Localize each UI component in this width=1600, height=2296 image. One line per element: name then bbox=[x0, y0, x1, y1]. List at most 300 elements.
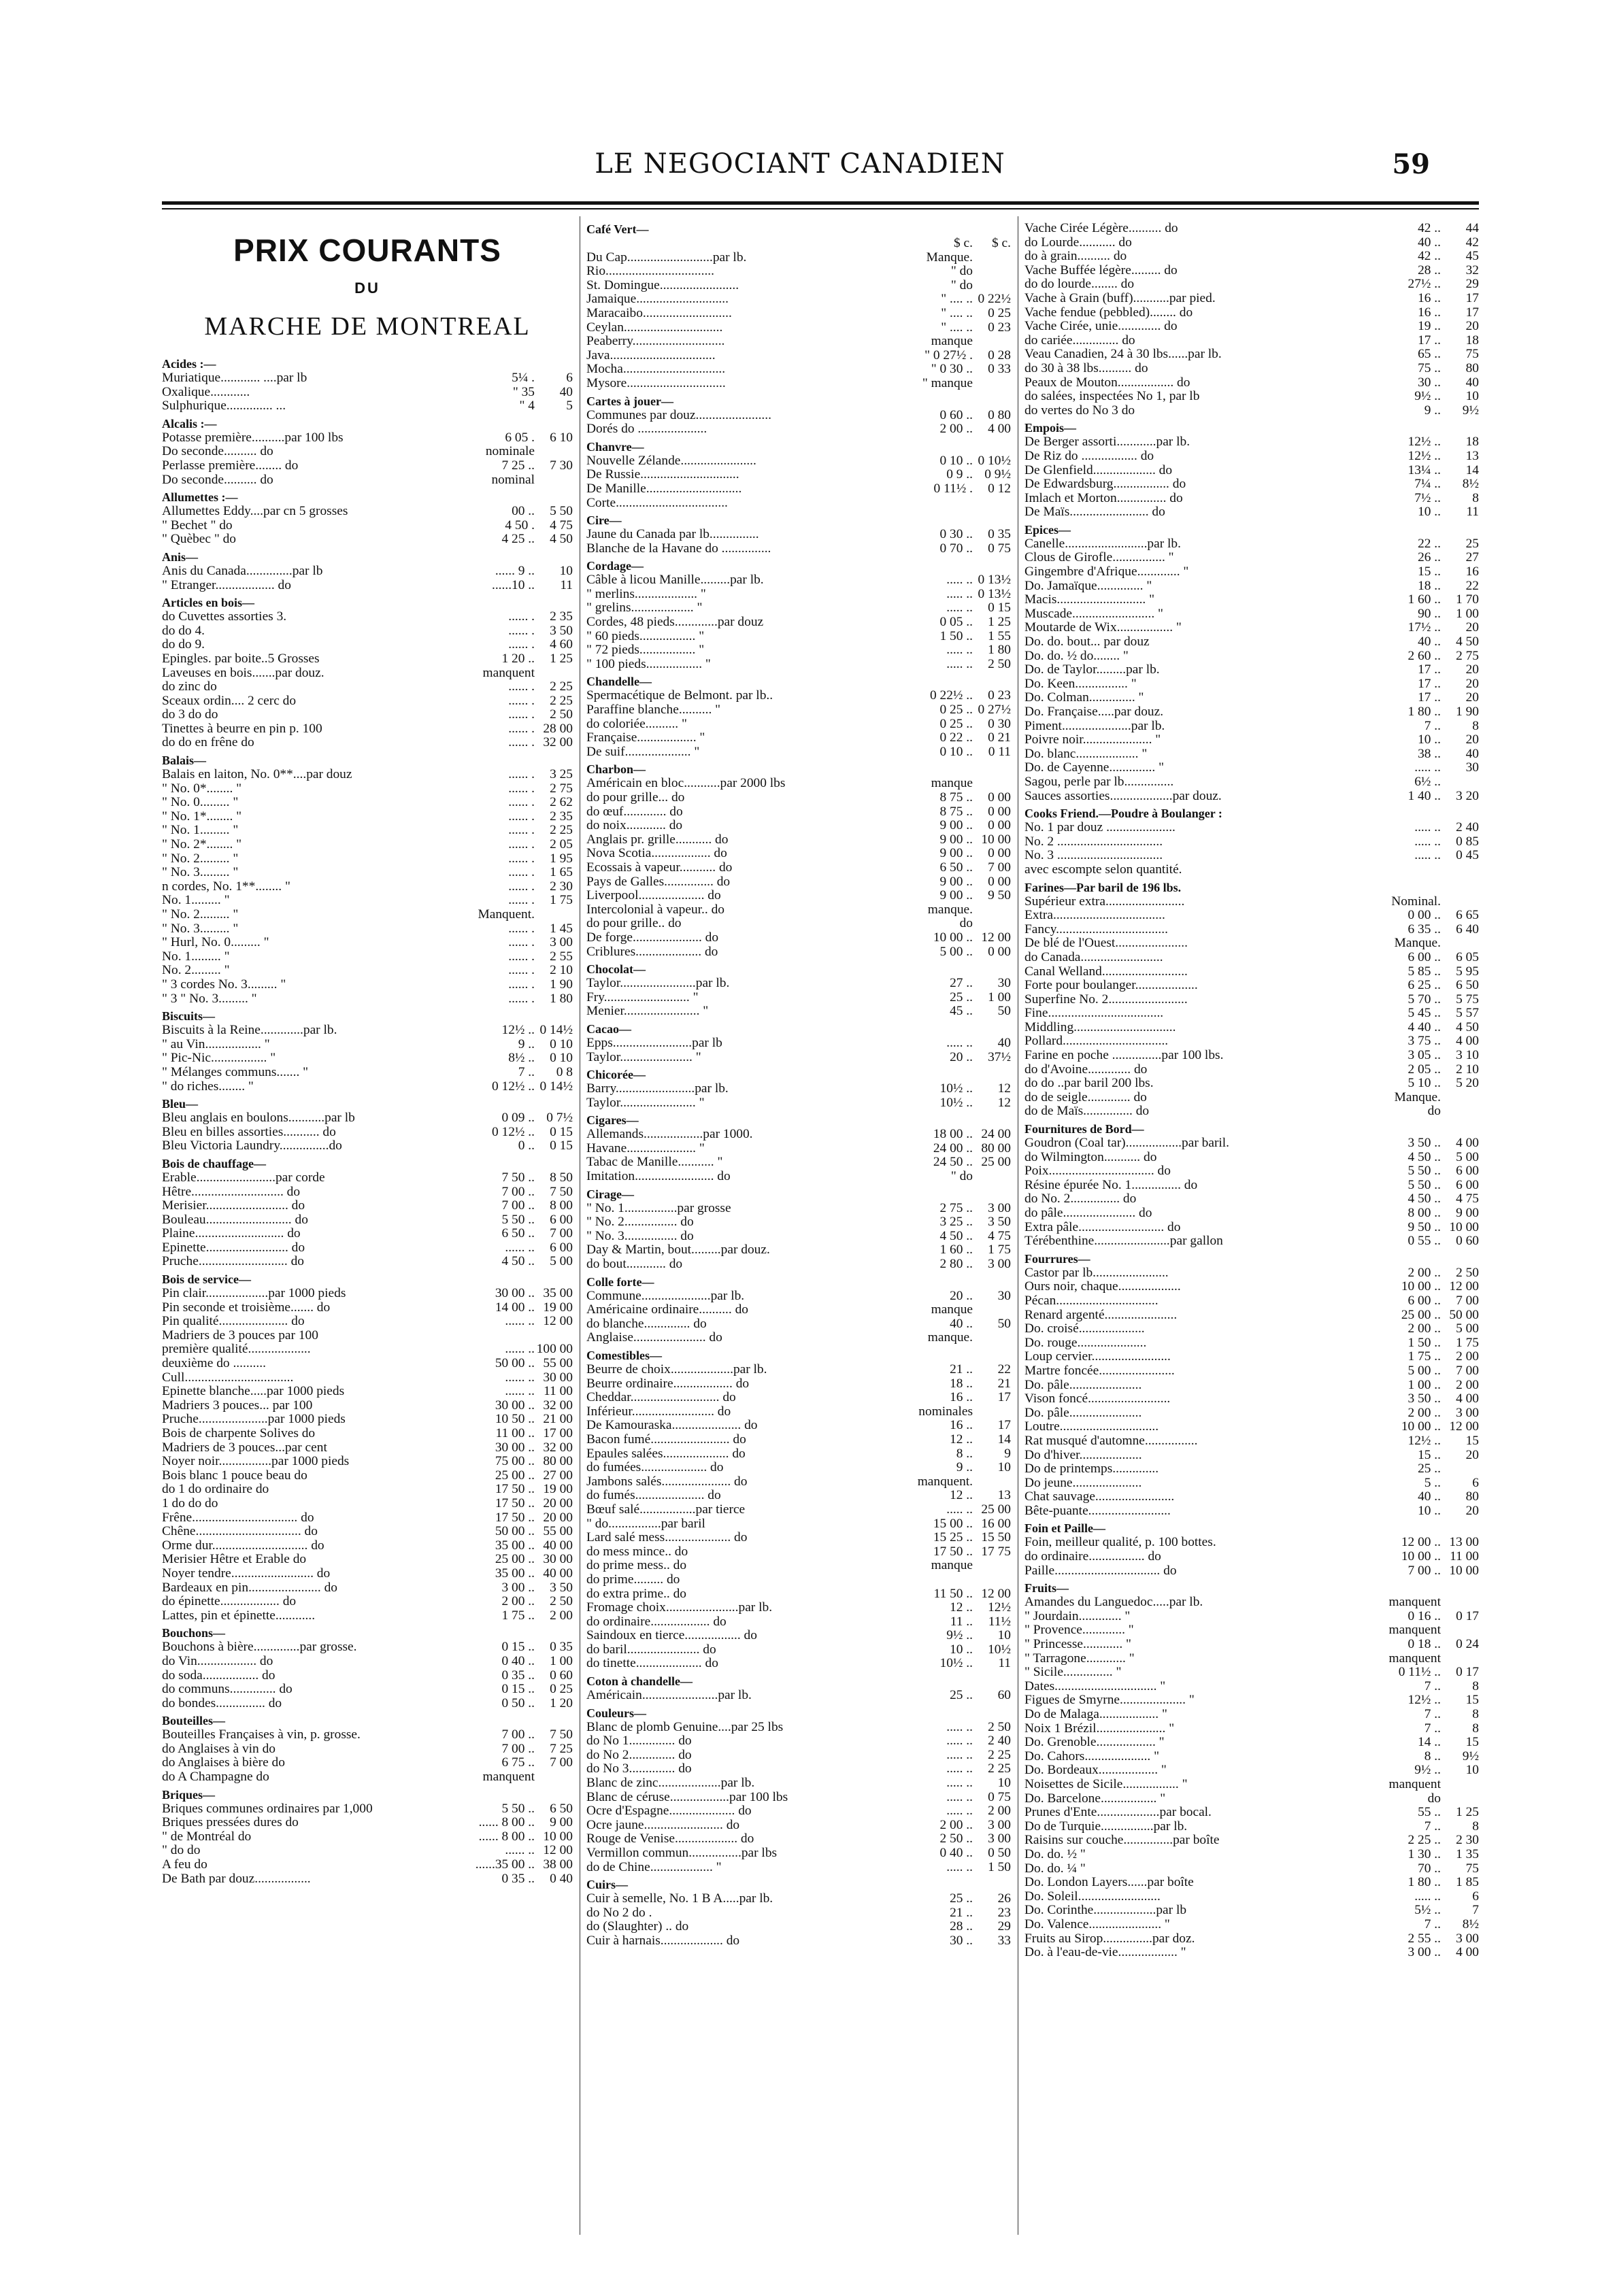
price-low: 10 50 .. bbox=[495, 1412, 535, 1427]
price-row bbox=[586, 601, 1011, 615]
price-row bbox=[162, 894, 573, 908]
price-high: 3 20 bbox=[1456, 788, 1479, 803]
price-row bbox=[1024, 1434, 1479, 1449]
price-high: 20 00 bbox=[543, 1510, 573, 1525]
price-row bbox=[1024, 863, 1479, 877]
price-high: 20 bbox=[1465, 620, 1479, 635]
price-low: ..... .. bbox=[946, 586, 973, 601]
price-low: 5 50 .. bbox=[501, 1212, 535, 1227]
section-heading: Empois— bbox=[1024, 421, 1077, 435]
price-high: 2 30 bbox=[1456, 1833, 1479, 1848]
price-row bbox=[1024, 663, 1479, 677]
price-low: 11 00 .. bbox=[495, 1426, 535, 1440]
price-low: 65 .. bbox=[1418, 347, 1441, 362]
item-label: De Berger assorti............par lb. bbox=[1024, 435, 1190, 450]
price-row bbox=[586, 791, 1011, 805]
price-high: 7 00 bbox=[550, 1755, 573, 1770]
price-low: 10½ .. bbox=[939, 1656, 973, 1671]
price-low: 24 50 .. bbox=[933, 1155, 973, 1170]
item-label: " 3 " No. 3......... " bbox=[162, 992, 257, 1006]
item-label: Fruits au Sirop...............par doz. bbox=[1024, 1931, 1195, 1946]
item-label: Communes par douz....................... bbox=[586, 408, 771, 422]
item-label: Raisins sur couche...............par boîte bbox=[1024, 1834, 1220, 1848]
item-label: " grelins................... " bbox=[586, 601, 703, 615]
price-high: 0 00 bbox=[988, 944, 1011, 959]
price-high: 0 75 bbox=[988, 1789, 1011, 1804]
price-low: 17 50 .. bbox=[495, 1510, 535, 1525]
item-label: do d'Avoine............. do bbox=[1024, 1062, 1148, 1077]
price-low: 0 16 .. bbox=[1407, 1608, 1441, 1623]
price-low: 0 25 .. bbox=[939, 716, 973, 731]
price-low: ...... .. bbox=[505, 1240, 535, 1255]
item-label: Castor par lb....................... bbox=[1024, 1266, 1169, 1280]
price-high: 0 30 bbox=[988, 716, 1011, 731]
price-row bbox=[586, 1243, 1011, 1257]
price-high: 0 11 bbox=[988, 744, 1011, 759]
price-low: ...... . bbox=[508, 893, 535, 908]
price-high: 0 15 bbox=[988, 601, 1011, 615]
price-row bbox=[586, 1082, 1011, 1096]
item-label: Figues de Smyrne.................... " bbox=[1024, 1693, 1195, 1708]
price-row bbox=[1024, 1309, 1479, 1323]
price-low: 3 50 .. bbox=[1407, 1136, 1441, 1151]
section-heading: Cigares— bbox=[586, 1113, 639, 1128]
price-low: ..... .. bbox=[946, 1035, 973, 1050]
price-low: 12 .. bbox=[950, 1488, 973, 1503]
item-label: Pin seconde et troisième....... do bbox=[162, 1300, 331, 1315]
item-label: Nouvelle Zélande....................... bbox=[586, 454, 756, 468]
price-low: " 35 bbox=[512, 384, 535, 399]
price-row bbox=[162, 399, 573, 413]
price-section bbox=[162, 1787, 573, 1887]
price-low: 7 25 .. bbox=[501, 458, 535, 473]
price-row bbox=[1024, 720, 1479, 734]
item-label: De Riz do ................. do bbox=[1024, 449, 1154, 463]
price-low: 10 00 .. bbox=[1401, 1279, 1441, 1294]
price-high: 0 10 bbox=[550, 1036, 573, 1051]
price-section bbox=[162, 1156, 573, 1269]
price-row bbox=[1024, 635, 1479, 649]
price-low: ...... . bbox=[508, 721, 535, 736]
price-row bbox=[1024, 1379, 1479, 1393]
item-label: Anglais pr. grille........... do bbox=[586, 832, 729, 847]
price-low: 75 .. bbox=[1418, 360, 1441, 375]
price-row bbox=[162, 810, 573, 824]
price-low: 7 .. bbox=[1424, 1678, 1441, 1693]
price-low: 6 00 .. bbox=[1407, 1293, 1441, 1308]
item-label: Macis........................... " bbox=[1024, 593, 1155, 607]
item-label: Cuir à harnais................... do bbox=[586, 1934, 740, 1948]
price-row bbox=[586, 292, 1011, 307]
price-low: 1 50 .. bbox=[939, 628, 973, 643]
price-high: 26 bbox=[997, 1891, 1011, 1906]
item-label: Balais en laiton, No. 0**....par douz bbox=[162, 768, 352, 782]
price-high: 20 bbox=[1465, 676, 1479, 691]
price-low: 19 .. bbox=[1418, 319, 1441, 334]
item-label: do soda................. do bbox=[162, 1668, 276, 1683]
item-label: Câble à licou Manille.........par lb. bbox=[586, 573, 764, 588]
item-label: Pin qualité..................... do bbox=[162, 1315, 305, 1329]
price-row bbox=[586, 1643, 1011, 1657]
item-label: Vermillon commun................par lbs bbox=[586, 1846, 778, 1860]
price-low: 2 80 .. bbox=[939, 1257, 973, 1272]
price-high: 0 17 bbox=[1456, 1608, 1479, 1623]
item-label: Cordes, 48 pieds.............par douz bbox=[586, 615, 764, 630]
item-label: Intercolonial à vapeur.. do bbox=[586, 902, 724, 917]
price-high: 21 bbox=[997, 1376, 1011, 1391]
section-heading: Cacao— bbox=[586, 1022, 631, 1036]
item-label: " 60 pieds................. " bbox=[586, 629, 705, 643]
price-high bbox=[1441, 1596, 1479, 1610]
price-high bbox=[1441, 936, 1479, 951]
price-row bbox=[1024, 979, 1479, 993]
item-label: Do. Barcelone................. " bbox=[1024, 1791, 1166, 1806]
price-row bbox=[586, 861, 1011, 875]
price-row bbox=[586, 1257, 1011, 1272]
price-row bbox=[162, 1497, 573, 1511]
price-row bbox=[1024, 1536, 1479, 1550]
item-label: do communs.............. do bbox=[162, 1683, 293, 1697]
price-high: 0 50 bbox=[988, 1846, 1011, 1860]
item-label: " de Montréal do bbox=[162, 1829, 252, 1844]
price-low: 8½ .. bbox=[508, 1051, 535, 1066]
price-row bbox=[162, 1640, 573, 1655]
price-high: 15 50 bbox=[981, 1530, 1011, 1545]
price-high: 32 00 bbox=[543, 735, 573, 750]
price-low: manquent bbox=[1388, 1595, 1441, 1610]
price-row bbox=[1024, 464, 1479, 478]
price-high: 10 bbox=[997, 1460, 1011, 1475]
section-heading: Chanvre— bbox=[586, 439, 644, 454]
price-high: 20 bbox=[1465, 732, 1479, 747]
item-label: Merisier......................... do bbox=[162, 1199, 305, 1213]
price-row bbox=[1024, 1848, 1479, 1862]
price-row bbox=[162, 866, 573, 880]
item-label: Rouge de Venise................... do bbox=[586, 1832, 754, 1846]
item-label: Farine en poche ...............par 100 lbs. bbox=[1024, 1049, 1224, 1063]
price-low: ..... .. bbox=[946, 1502, 973, 1517]
price-high: 15 bbox=[1465, 1433, 1479, 1448]
price-low: 5 70 .. bbox=[1407, 992, 1441, 1007]
price-low: 0 9 .. bbox=[946, 467, 973, 482]
item-label: " merlins................... " bbox=[586, 587, 706, 601]
item-label: Bois blanc 1 pouce beau do bbox=[162, 1468, 307, 1483]
price-row bbox=[162, 838, 573, 852]
price-low: 18 .. bbox=[950, 1376, 973, 1391]
price-low: 3 75 .. bbox=[1407, 1034, 1441, 1049]
price-low: 22 .. bbox=[1418, 536, 1441, 551]
price-low: 28 .. bbox=[1418, 263, 1441, 277]
price-row bbox=[162, 1126, 573, 1140]
price-high: 16 bbox=[1465, 564, 1479, 579]
price-row bbox=[1024, 390, 1479, 404]
price-row bbox=[162, 852, 573, 866]
price-row bbox=[586, 362, 1011, 377]
price-low: ...... . bbox=[508, 795, 535, 810]
item-label: do Anglaises à bière do bbox=[162, 1756, 285, 1770]
price-row bbox=[1024, 1736, 1479, 1750]
price-low: 30 .. bbox=[950, 1933, 973, 1948]
price-high: 2 25 bbox=[550, 679, 573, 694]
price-high: 16 00 bbox=[981, 1516, 1011, 1531]
item-label: Muscade......................... " bbox=[1024, 607, 1163, 621]
price-low: 35 00 .. bbox=[495, 1538, 535, 1553]
price-high: 4 00 bbox=[1456, 1136, 1479, 1151]
price-row bbox=[586, 1391, 1011, 1405]
price-high: 1 75 bbox=[988, 1243, 1011, 1257]
item-label: Loutre.............................. bbox=[1024, 1420, 1159, 1434]
price-high: 4 00 bbox=[988, 422, 1011, 437]
item-label: Chat sauvage........................ bbox=[1024, 1490, 1175, 1504]
item-label: Do. de Cayenne.............. " bbox=[1024, 761, 1165, 775]
item-label: do ordinaire.................. do bbox=[586, 1615, 727, 1629]
price-high: 6 bbox=[566, 371, 573, 385]
price-low: 40 .. bbox=[1418, 635, 1441, 649]
price-row bbox=[162, 736, 573, 750]
price-low: 1 60 .. bbox=[1407, 592, 1441, 607]
price-row bbox=[586, 1517, 1011, 1532]
price-high: 0 14½ bbox=[539, 1023, 573, 1038]
price-high: 0 60 bbox=[550, 1668, 573, 1683]
price-high bbox=[973, 777, 1011, 791]
item-label: Blanc de zinc...................par lb. bbox=[586, 1776, 755, 1791]
item-label: Jaune du Canada par lb............... bbox=[586, 528, 759, 542]
price-row bbox=[162, 1872, 573, 1887]
item-label: Taylor.......................par lb. bbox=[586, 977, 730, 991]
price-section bbox=[586, 513, 1011, 556]
price-row bbox=[1024, 435, 1479, 450]
price-low: 12 .. bbox=[950, 1432, 973, 1447]
price-high: 4 75 bbox=[988, 1228, 1011, 1243]
price-row bbox=[162, 505, 573, 519]
price-row bbox=[586, 945, 1011, 960]
item-label: do prime mess.. do bbox=[586, 1559, 687, 1573]
price-high: 8 bbox=[1472, 718, 1479, 733]
price-row bbox=[586, 805, 1011, 820]
price-low: ..... .. bbox=[946, 1761, 973, 1776]
price-high: 10 00 bbox=[1449, 1563, 1479, 1578]
section-heading: Bouteilles— bbox=[162, 1714, 225, 1728]
header-rule-thin bbox=[162, 208, 1479, 209]
price-low: 16 .. bbox=[950, 1418, 973, 1433]
price-low: 12½ .. bbox=[501, 1023, 535, 1038]
price-high: 80 00 bbox=[981, 1141, 1011, 1155]
price-low: 25 .. bbox=[950, 1891, 973, 1906]
item-label: " Etranger.................. do bbox=[162, 578, 291, 592]
price-high: 17 bbox=[1465, 290, 1479, 305]
price-high: 44 bbox=[1465, 221, 1479, 235]
price-high bbox=[973, 335, 1011, 349]
price-high: 38 00 bbox=[543, 1857, 573, 1872]
item-label: " Quèbec " do bbox=[162, 533, 236, 547]
price-low: 25 00 .. bbox=[495, 1552, 535, 1567]
price-low: 4 50 .. bbox=[939, 1228, 973, 1243]
price-high: 0 45 bbox=[1456, 848, 1479, 863]
item-label: " Bechet " do bbox=[162, 518, 233, 533]
item-label: do pour grille... do bbox=[586, 791, 685, 805]
price-high: 9 50 bbox=[988, 888, 1011, 903]
price-high: 2 75 bbox=[550, 781, 573, 796]
price-row bbox=[1024, 1077, 1479, 1091]
price-high: 6 10 bbox=[550, 430, 573, 445]
price-high: 0 60 bbox=[1456, 1234, 1479, 1249]
price-high: 0 7½ bbox=[546, 1111, 573, 1126]
item-label: do de seigle............. do bbox=[1024, 1090, 1147, 1104]
price-low: do bbox=[1427, 1104, 1441, 1119]
item-label: Supérieur extra........................ bbox=[1024, 894, 1185, 909]
price-high: 8 50 bbox=[550, 1170, 573, 1185]
item-label: Peaux de Mouton................. do bbox=[1024, 375, 1190, 390]
price-row bbox=[162, 1185, 573, 1200]
price-row bbox=[162, 1441, 573, 1455]
item-label: Vache fendue (pebbled)........ do bbox=[1024, 305, 1193, 320]
item-label: Ecossais à vapeur........... do bbox=[586, 860, 733, 875]
price-row bbox=[162, 1038, 573, 1052]
price-high: 2 25 bbox=[550, 693, 573, 708]
price-row bbox=[586, 422, 1011, 437]
price-row bbox=[162, 1399, 573, 1413]
price-row bbox=[162, 1255, 573, 1269]
price-row bbox=[162, 1567, 573, 1581]
section-heading: Fournitures de Bord— bbox=[1024, 1122, 1144, 1136]
item-label: De Kamouraska..................... do bbox=[586, 1419, 758, 1433]
item-label: Criblures.................... do bbox=[586, 945, 718, 959]
price-row bbox=[1024, 1021, 1479, 1035]
price-high: 6 50 bbox=[550, 1801, 573, 1816]
price-high: 0 00 bbox=[988, 874, 1011, 889]
price-row bbox=[1024, 1350, 1479, 1364]
price-low: 30 00 .. bbox=[495, 1286, 535, 1301]
item-label: Jamaique............................ bbox=[586, 292, 729, 307]
price-low: 8 00 .. bbox=[1407, 1206, 1441, 1220]
price-high: 9½ bbox=[1462, 403, 1479, 418]
item-label: " 100 pieds................. " bbox=[586, 657, 711, 671]
price-row bbox=[1024, 649, 1479, 664]
item-label: Anis du Canada..............par lb bbox=[162, 564, 323, 578]
price-low: ..... .. bbox=[946, 1776, 973, 1791]
price-high: 40 bbox=[559, 384, 573, 399]
price-high: 2 40 bbox=[1456, 820, 1479, 835]
price-high: 9 bbox=[1004, 1446, 1011, 1461]
price-row bbox=[162, 459, 573, 473]
item-label: " Mélanges communs....... " bbox=[162, 1065, 309, 1079]
price-row bbox=[586, 1004, 1011, 1019]
price-section bbox=[162, 1272, 573, 1623]
price-high: 0 10½ bbox=[978, 453, 1011, 468]
price-low: 0 09 .. bbox=[501, 1111, 535, 1126]
price-row bbox=[586, 977, 1011, 991]
item-label: Briques communes ordinaires par 1,000 bbox=[162, 1802, 373, 1816]
price-section bbox=[1024, 522, 1479, 803]
price-section bbox=[1024, 420, 1479, 520]
price-row bbox=[1024, 1792, 1479, 1806]
price-row bbox=[1024, 1221, 1479, 1235]
price-row bbox=[162, 1511, 573, 1525]
item-label: " No. 2......... " bbox=[162, 851, 239, 866]
section-heading: Comestibles— bbox=[586, 1349, 662, 1362]
price-low: 5 10 .. bbox=[1407, 1076, 1441, 1091]
price-high: 1 00 bbox=[988, 990, 1011, 1004]
price-section bbox=[162, 416, 573, 487]
price-high: 28 00 bbox=[543, 721, 573, 736]
price-section bbox=[586, 394, 1011, 437]
item-label: Pays de Galles............... do bbox=[586, 875, 731, 889]
price-high: 10 bbox=[997, 1628, 1011, 1643]
item-label: do Anglaises à vin do bbox=[162, 1742, 276, 1756]
price-high bbox=[535, 666, 573, 681]
price-row bbox=[1024, 1179, 1479, 1193]
price-high: 55 00 bbox=[543, 1524, 573, 1539]
price-high bbox=[973, 1170, 1011, 1184]
item-label: do 30 à 38 lbs.......... do bbox=[1024, 361, 1148, 375]
price-low: 0 15 .. bbox=[501, 1640, 535, 1655]
price-row bbox=[1024, 376, 1479, 390]
price-row bbox=[1024, 1364, 1479, 1379]
price-section bbox=[1024, 806, 1479, 877]
item-label: Térébenthine.......................par gallon bbox=[1024, 1234, 1223, 1249]
item-label: " Sicile............... " bbox=[1024, 1666, 1122, 1680]
price-high: 1 85 bbox=[1456, 1875, 1479, 1890]
column-3-sections bbox=[1024, 222, 1479, 1960]
price-row bbox=[162, 1343, 573, 1357]
price-high: 0 80 bbox=[988, 407, 1011, 422]
price-row bbox=[1024, 1206, 1479, 1221]
section-heading: Bouchons— bbox=[162, 1626, 226, 1640]
price-low bbox=[921, 496, 973, 511]
price-high bbox=[535, 473, 573, 488]
price-low: 1 50 .. bbox=[1407, 1335, 1441, 1350]
price-row bbox=[162, 1371, 573, 1385]
price-high: 25 00 bbox=[981, 1502, 1011, 1517]
price-low: 17 50 .. bbox=[933, 1544, 973, 1559]
masthead-subtitle: MARCHE DE MONTREAL bbox=[204, 312, 531, 341]
price-high: 30 00 bbox=[543, 1552, 573, 1567]
price-section bbox=[586, 1113, 1011, 1183]
item-label: première qualité................... bbox=[162, 1343, 311, 1357]
price-high: 22 bbox=[1465, 578, 1479, 593]
price-high: 20 bbox=[1465, 319, 1479, 334]
item-label: Bleu anglais en boulons...........par lb bbox=[162, 1111, 355, 1126]
price-high: 4 50 bbox=[1456, 1019, 1479, 1034]
item-label: Epingles. par boite..5 Grosses bbox=[162, 652, 320, 666]
price-low: " manque bbox=[922, 375, 973, 390]
price-high bbox=[1441, 775, 1479, 790]
price-high: 2 25 bbox=[550, 823, 573, 838]
item-label: Do. do. ¼ " bbox=[1024, 1861, 1086, 1876]
section-heading: Fruits— bbox=[1024, 1581, 1069, 1596]
price-high bbox=[973, 1331, 1011, 1345]
price-high: 1 70 bbox=[1456, 592, 1479, 607]
price-high: 6 65 bbox=[1456, 908, 1479, 923]
section-heading: Epices— bbox=[1024, 522, 1071, 537]
price-low: 17 .. bbox=[1418, 690, 1441, 705]
price-row bbox=[1024, 1136, 1479, 1151]
price-low: 1 30 .. bbox=[1407, 1846, 1441, 1861]
price-high: 13 00 bbox=[1449, 1535, 1479, 1550]
price-high: 7 30 bbox=[550, 458, 573, 473]
price-high: 0 35 bbox=[550, 1640, 573, 1655]
price-high: 19 00 bbox=[543, 1482, 573, 1497]
price-high: 2 62 bbox=[550, 795, 573, 810]
price-low: 0 22 .. bbox=[939, 730, 973, 745]
price-low: 8 .. bbox=[956, 1446, 973, 1461]
price-low: 30 .. bbox=[1418, 375, 1441, 390]
item-label: Gingembre d'Afrique............. " bbox=[1024, 565, 1189, 579]
price-row bbox=[586, 1819, 1011, 1833]
price-high: 10 bbox=[1465, 1763, 1479, 1778]
item-label: do bout............ do bbox=[586, 1257, 683, 1272]
price-high: 3 00 bbox=[550, 935, 573, 950]
